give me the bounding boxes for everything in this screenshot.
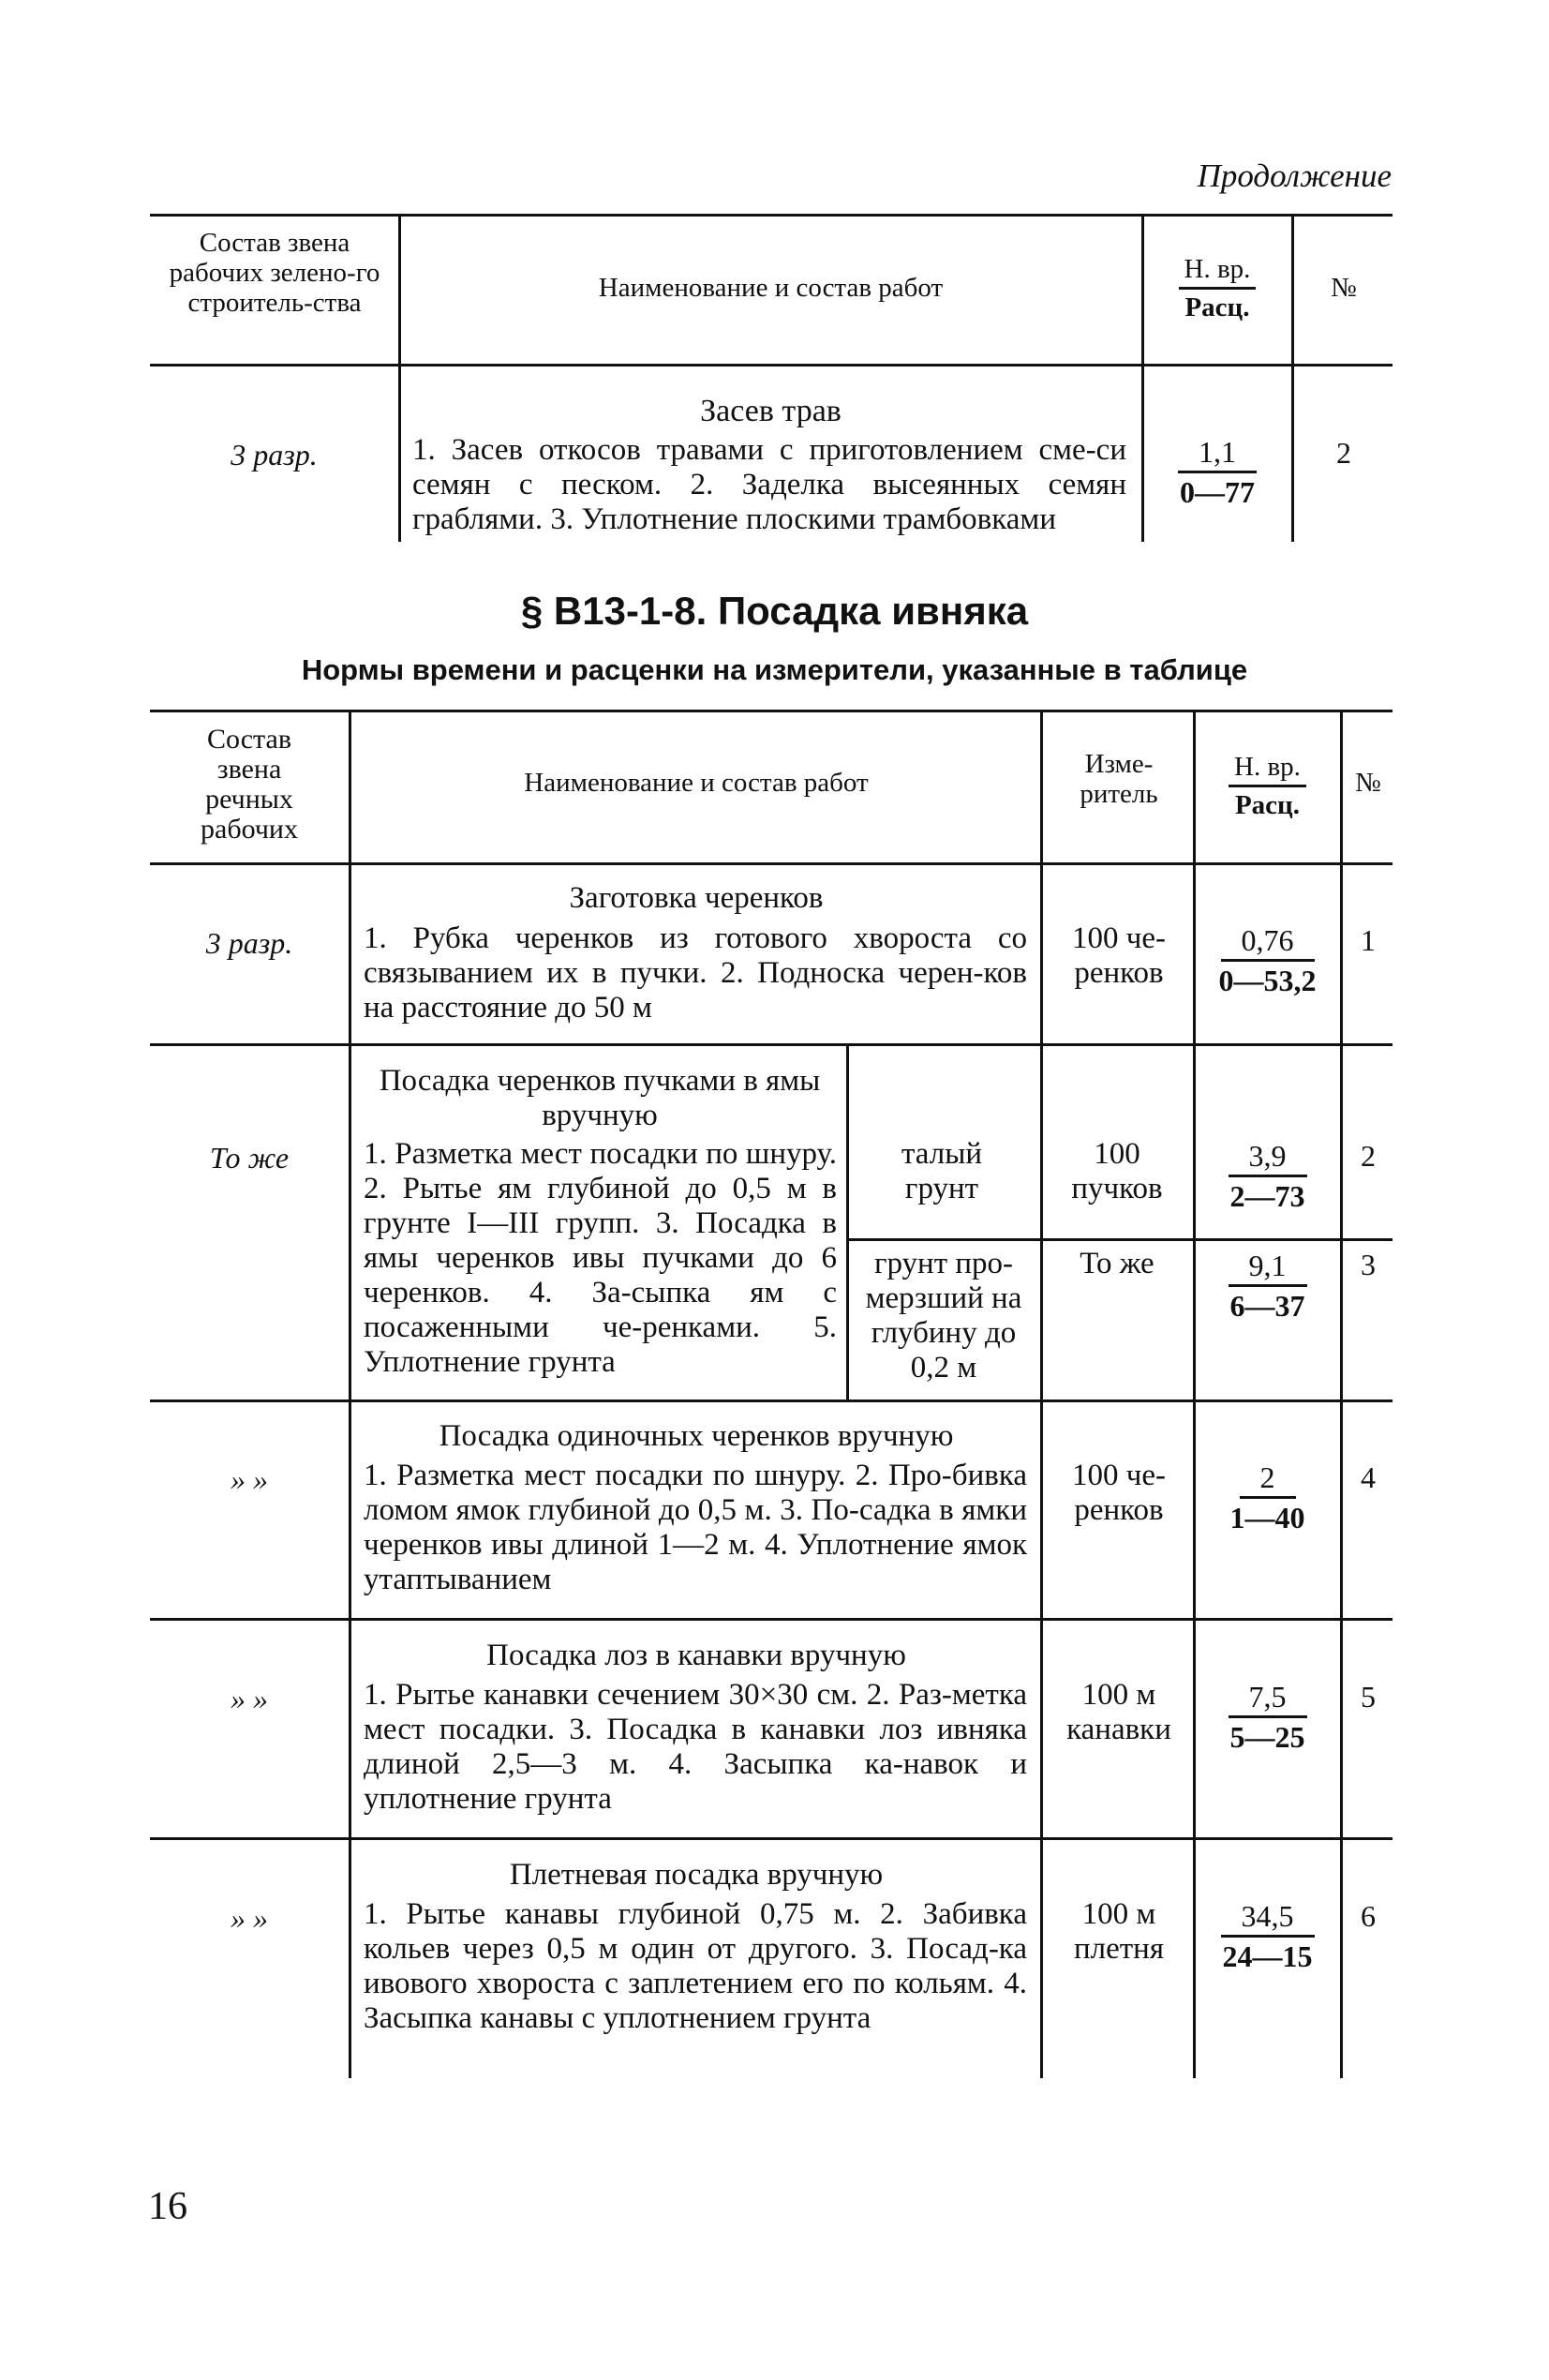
table2-row-unit: 100 м канавки [1066, 1678, 1171, 1746]
table2-row-description: 1. Рытье канавы глубиной 0,75 м. 2. Забивка кольев через 0,5 м один от другого. 3. Посад-ка ивового хвороста с заплетением его по кольям. 4. Засыпка канавы с уплотнением грунта [364, 1897, 1027, 2035]
table2-row-unit: 100 че-ренков [1072, 1459, 1166, 1527]
table1-header-rate: Расц. [1184, 292, 1250, 322]
table2-row-norm-time: 7,5 [1229, 1678, 1307, 1718]
table1-header-crew: Состав звена рабочих зелено-го строитель-ства [169, 228, 380, 318]
section-title: § В13-1-8. Посадка ивняка [520, 589, 1029, 633]
table2-header-unit: Изме-ритель [1080, 749, 1158, 809]
table2-row-rate: 1—40 [1229, 1501, 1305, 1534]
table2-subrow-norm-time: 3,9 [1229, 1137, 1307, 1177]
table2-subrow-norm [1197, 1247, 1338, 1325]
table2-row-description: 1. Разметка мест посадки по шнуру. 2. Про-бивка ломом ямок глубиной до 0,5 м. 3. По-садка в ямки черенков ивы длиной 1—2 м. 4. Уплотнение ямок утаптыванием [364, 1459, 1027, 1596]
table1-col-divider [398, 214, 401, 542]
table2-subrow-unit: То же [1080, 1247, 1154, 1280]
table2-subrow-separator [846, 1238, 1393, 1241]
table2-row-norm [1197, 1459, 1338, 1536]
table2-row-norm [1197, 1678, 1338, 1756]
table2-header-crew: Состав звена речных рабочих [201, 724, 298, 845]
table2-row-norm-time: 34,5 [1221, 1897, 1315, 1938]
table2-row-crew: » » [231, 1682, 268, 1715]
continuation-label: Продолжение [1197, 157, 1392, 194]
table1-header-norm [1145, 251, 1289, 325]
table2-row-crew: » » [231, 1901, 268, 1935]
table2-row-number: 1 [1361, 923, 1376, 957]
table2-row-norm-time: 2 [1240, 1459, 1296, 1499]
table2-col-divider [1040, 710, 1043, 2078]
table1-header-bottom-border [150, 364, 1393, 367]
table2-subrow-unit: 100 пучков [1071, 1137, 1163, 1205]
table2-top-border [150, 710, 1393, 712]
table2-row-unit: 100 м плетня [1073, 1897, 1165, 1966]
table1-row-number: 2 [1336, 436, 1351, 470]
table2-header-rate: Расц. [1234, 790, 1301, 820]
table2-row-number: 5 [1361, 1680, 1376, 1714]
table1-col-divider [1141, 214, 1144, 542]
table1-header-number: № [1331, 273, 1357, 303]
table1-header-work: Наименование и состав работ [598, 273, 944, 303]
table1-row-title: Засев трав [700, 394, 842, 428]
section-subtitle: Нормы времени и расценки на измерители, указанные в таблице [301, 653, 1248, 686]
table2-col-divider [1193, 710, 1196, 2078]
table2-row-norm-time: 0,76 [1221, 921, 1315, 962]
table2-subrow-condition: грунт про-мерзший на глубину до 0,2 м [865, 1247, 1022, 1385]
table2-row-title: Плетневая посадка вручную [509, 1858, 884, 1892]
table2-row-number: 6 [1361, 1899, 1376, 1933]
table2-row-rate: 5—25 [1229, 1720, 1305, 1754]
table2-header-norm-time: Н. вр. [1229, 749, 1306, 787]
table1-row-crew: 3 разр. [231, 438, 318, 472]
table1-row-rate: 0—77 [1180, 475, 1255, 509]
table1-col-divider [1291, 214, 1294, 542]
table2-col-divider [349, 710, 351, 2078]
table2-row-rate: 0—53,2 [1218, 964, 1317, 997]
table2-row-title: Посадка черенков пучками в ямы вручную [379, 1064, 821, 1132]
table2-row-norm [1197, 1897, 1338, 1975]
table2-subrow-condition: талый грунт [901, 1137, 983, 1205]
table2-header-work: Наименование и состав работ [524, 768, 869, 798]
page-number: 16 [148, 2185, 187, 2228]
table2-header-number: № [1355, 768, 1381, 798]
table2-row-norm [1197, 921, 1338, 999]
table2-header-norm [1197, 749, 1338, 823]
table2-row-title: Посадка лоз в канавки вручную [486, 1639, 906, 1672]
table2-row-rate: 24—15 [1222, 1939, 1313, 1973]
table2-row-title: Посадка одиночных черенков вручную [439, 1419, 954, 1453]
table2-row-title: Заготовка черенков [569, 881, 824, 915]
table1-row-norm-time: 1,1 [1178, 433, 1257, 473]
table2-row-separator [150, 1618, 1393, 1621]
table2-subrow-number: 3 [1361, 1248, 1376, 1281]
table2-row-separator [150, 1043, 1393, 1046]
table2-subrow-number: 2 [1361, 1139, 1376, 1173]
table2-row-description: 1. Разметка мест посадки по шнуру. 2. Рытье ям глубиной до 0,5 м в грунте I—III групп. 3. Посадка в ямы черенков ивы пучками до 6 черенков. 4. За-сыпка ям с посаженными че-ренками. 5. Уплотнение грунта [364, 1137, 837, 1379]
table2-row-separator [150, 1837, 1393, 1840]
table2-condition-divider [846, 1043, 849, 1400]
table2-subrow-rate: 6—37 [1229, 1289, 1305, 1323]
table2-row-separator [150, 1400, 1393, 1402]
table1-header-norm-time: Н. вр. [1179, 251, 1257, 290]
table1-top-border [150, 214, 1393, 217]
table2-subrow-norm-time: 9,1 [1229, 1247, 1307, 1287]
table2-subrow-norm [1197, 1137, 1338, 1215]
table1-row-norm [1145, 433, 1289, 511]
table2-header-bottom-border [150, 862, 1393, 865]
table2-row-description: 1. Рубка черенков из готового хвороста со связыванием их в пучки. 2. Подноска черен-ков на расстояние до 50 м [364, 921, 1027, 1025]
table2-row-crew: То же [209, 1141, 290, 1175]
table2-row-crew: » » [231, 1462, 268, 1496]
table2-subrow-rate: 2—73 [1229, 1179, 1305, 1213]
table2-col-divider [1340, 710, 1343, 2078]
table2-row-number: 4 [1361, 1460, 1376, 1494]
table2-row-unit: 100 че-ренков [1072, 921, 1166, 990]
table2-row-description: 1. Рытье канавки сечением 30×30 см. 2. Раз-метка мест посадки. 3. Посадка в канавки лоз ивняка длиной 2,5—3 м. 4. Засыпка ка-навок и уплотнение грунта [364, 1678, 1027, 1816]
table2-row-crew: 3 разр. [205, 926, 293, 960]
table1-row-description: 1. Засев откосов травами с приготовлением сме-си семян с песком. 2. Заделка высеянных семян граблями. 3. Уплотнение плоскими трамбовками [412, 433, 1126, 536]
